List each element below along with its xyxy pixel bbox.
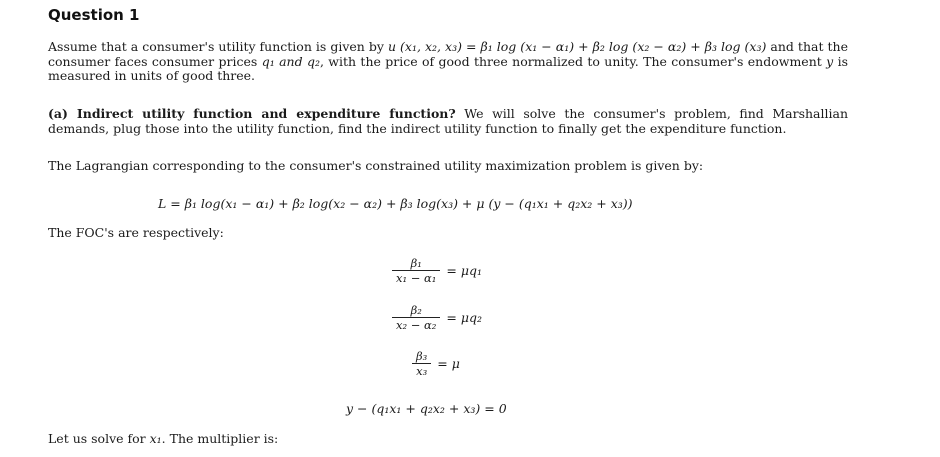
foc-rhs-3: = μ bbox=[437, 356, 460, 371]
lagrangian-equation: L = β₁ log(x₁ − α₁) + β₂ log(x₂ − α₂) + β₃ log(x₃) + μ (y − (q₁x₁ + q₂x₂ + x₃)) bbox=[158, 196, 633, 211]
foc-denominator-3: x₃ bbox=[412, 363, 431, 378]
endowment-var: y bbox=[826, 53, 834, 69]
closing-text: Let us solve for bbox=[48, 431, 150, 446]
price-vars: q₁ and q₂ bbox=[261, 53, 320, 69]
intro-text-b: and that the consumer faces consumer prices bbox=[48, 39, 848, 69]
foc-fraction-3 bbox=[412, 349, 431, 378]
closing-text-b: . The multiplier is: bbox=[161, 431, 279, 446]
foc-numerator-2: β₂ bbox=[410, 303, 422, 317]
intro-text-d: is measured in units of good three. bbox=[48, 53, 848, 83]
part-a-paragraph bbox=[48, 107, 848, 136]
utility-formula: u (x₁, x₂, x₃) = β₁ log (x₁ − α₁) + β₂ log (x₂ − α₂) + β₃ log (x₃) bbox=[387, 39, 767, 54]
foc-denominator-1: x₁ − α₁ bbox=[392, 270, 440, 285]
part-a-title: (a) Indirect utility function and expenditure function? bbox=[48, 106, 456, 121]
foc-rhs-2: = μq₂ bbox=[446, 310, 483, 325]
closing-paragraph bbox=[48, 432, 848, 447]
closing-var: x₁ bbox=[149, 431, 162, 446]
intro-text-c: , with the price of good three normalized to unity. The consumer's endowment bbox=[319, 53, 827, 69]
foc-equation-1 bbox=[392, 256, 482, 285]
budget-constraint: y − (q₁x₁ + q₂x₂ + x₃) = 0 bbox=[346, 401, 507, 416]
lagrangian-intro: The Lagrangian corresponding to the consumer's constrained utility maximization problem is given by: bbox=[48, 158, 704, 173]
part-a-text: We will solve the consumer's problem, find Marshallian demands, plug those into the utility function, find the indirect utility function to finally get the expenditure function. bbox=[48, 106, 848, 136]
foc-rhs-1: = μq₁ bbox=[446, 263, 483, 278]
foc-intro: The FOC's are respectively: bbox=[48, 225, 224, 240]
foc-numerator-3: β₃ bbox=[416, 349, 428, 363]
intro-paragraph bbox=[48, 40, 848, 84]
foc-fraction-1 bbox=[392, 256, 440, 285]
foc-fraction-2 bbox=[392, 303, 440, 332]
foc-numerator-1: β₁ bbox=[410, 256, 422, 270]
foc-denominator-2: x₂ − α₂ bbox=[392, 317, 440, 332]
question-heading: Question 1 bbox=[48, 6, 140, 24]
foc-equation-2 bbox=[392, 303, 482, 332]
intro-text-a: Assume that a consumer's utility function is given by bbox=[48, 39, 388, 54]
foc-equation-3 bbox=[412, 349, 460, 378]
